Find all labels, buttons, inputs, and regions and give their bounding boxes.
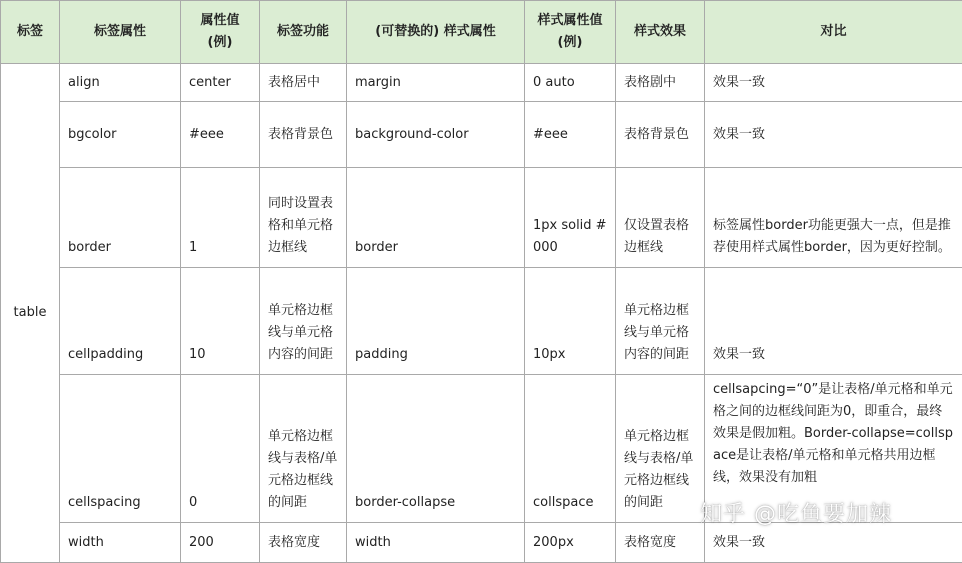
effect-cell: 单元格边框线与表格/单元格边框线的间距: [616, 375, 705, 523]
func-cell: 表格宽度: [260, 523, 347, 563]
css-cell: width: [347, 523, 525, 563]
val-cell: 10: [181, 268, 260, 375]
compare-cell: 效果一致: [705, 268, 962, 375]
compare-cell: 效果一致: [705, 523, 962, 563]
val-cell: center: [181, 64, 260, 102]
header-css: (可替换的) 样式属性: [347, 1, 525, 64]
effect-cell: 表格宽度: [616, 523, 705, 563]
header-effect: 样式效果: [616, 1, 705, 64]
attr-cell: cellspacing: [60, 375, 181, 523]
header-attr: 标签属性: [60, 1, 181, 64]
attr-cell: bgcolor: [60, 102, 181, 168]
header-tag: 标签: [1, 1, 60, 64]
header-func: 标签功能: [260, 1, 347, 64]
func-cell: 单元格边框线与表格/单元格边框线的间距: [260, 375, 347, 523]
compare-cell: cellsapcing=“0”是让表格/单元格和单元格之间的边框线间距为0，即重合，最终效果是假加粗。Border-collapse=collspace是让表格/单元格和单元格共用边框线，效果没有加粗: [705, 375, 962, 523]
func-cell: 表格背景色: [260, 102, 347, 168]
table-row: [1, 168, 962, 268]
val-cell: 0: [181, 375, 260, 523]
func-cell: 表格居中: [260, 64, 347, 102]
css-cell: border-collapse: [347, 375, 525, 523]
func-cell: 同时设置表格和单元格边框线: [260, 168, 347, 268]
css-cell: margin: [347, 64, 525, 102]
table-row: [1, 268, 962, 375]
table-row: [1, 64, 962, 102]
val-cell: #eee: [181, 102, 260, 168]
css-cell: border: [347, 168, 525, 268]
cssval-cell: #eee: [525, 102, 616, 168]
effect-cell: 仅设置表格边框线: [616, 168, 705, 268]
header-compare: 对比: [705, 1, 962, 64]
cssval-cell: 1px solid #000: [525, 168, 616, 268]
compare-cell: 标签属性border功能更强大一点，但是推荐使用样式属性border，因为更好控制。: [705, 168, 962, 268]
cssval-cell: collspace: [525, 375, 616, 523]
compare-cell: 效果一致: [705, 64, 962, 102]
cssval-cell: 0 auto: [525, 64, 616, 102]
css-cell: padding: [347, 268, 525, 375]
compare-cell: 效果一致: [705, 102, 962, 168]
effect-cell: 单元格边框线与单元格内容的间距: [616, 268, 705, 375]
tag-cell: table: [1, 64, 60, 563]
table-row: [1, 102, 962, 168]
cssval-cell: 200px: [525, 523, 616, 563]
val-cell: 200: [181, 523, 260, 563]
attr-cell: align: [60, 64, 181, 102]
watermark: 知乎 @吃鱼要加辣: [700, 497, 892, 528]
header-row: [1, 1, 962, 64]
css-cell: background-color: [347, 102, 525, 168]
effect-cell: 表格背景色: [616, 102, 705, 168]
val-cell: 1: [181, 168, 260, 268]
header-val: 属性值 (例): [181, 1, 260, 64]
attr-cell: border: [60, 168, 181, 268]
func-cell: 单元格边框线与单元格内容的间距: [260, 268, 347, 375]
attr-cell: width: [60, 523, 181, 563]
header-cssval: 样式属性值 (例): [525, 1, 616, 64]
cssval-cell: 10px: [525, 268, 616, 375]
attr-cell: cellpadding: [60, 268, 181, 375]
effect-cell: 表格剧中: [616, 64, 705, 102]
table-row: [1, 523, 962, 563]
